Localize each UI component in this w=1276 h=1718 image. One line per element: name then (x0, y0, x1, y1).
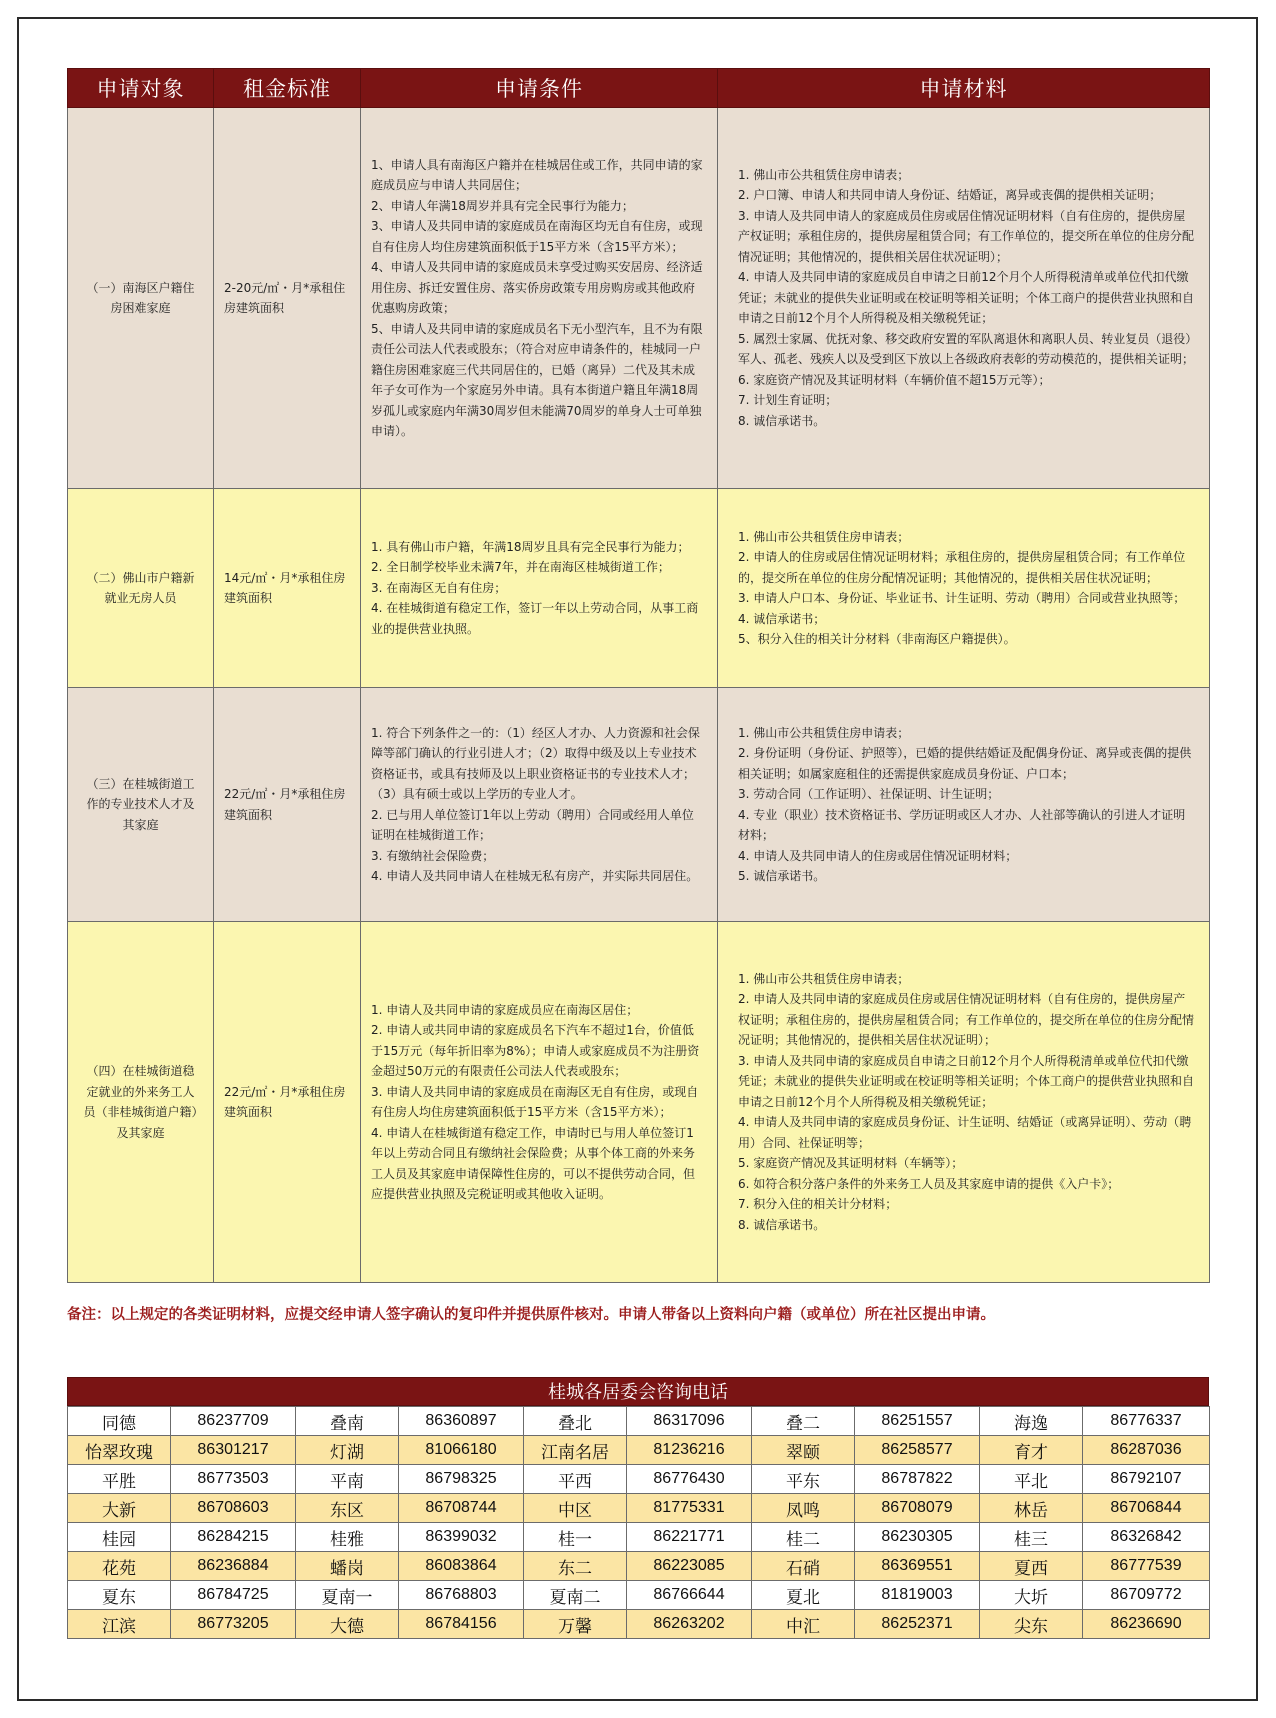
applicant-object: （四）在桂城街道稳定就业的外来务工人员（非桂城街道户籍）及其家庭 (68, 922, 214, 1283)
condition-item: 4、申请人及共同申请的家庭成员未享受过购买安居房、经济适用住房、拆迁安置住房、落实侨房政策专用房购房或其他政府优惠购房政策； (371, 260, 703, 315)
committee-name: 翠颐 (752, 1436, 855, 1465)
rent-standard: 2-20元/㎡・月*承租住房建筑面积 (214, 108, 361, 489)
phone-number: 86251557 (855, 1407, 980, 1436)
phone-number: 86252371 (855, 1610, 980, 1639)
remark-note: 备注：以上规定的各类证明材料，应提交经申请人签字确认的复印件并提供原件核对。申请人带备以上资料向户籍（或单位）所在社区提出申请。 (67, 1307, 995, 1323)
materials-cell (718, 688, 1210, 922)
material-item: 7. 积分入住的相关计分材料； (738, 1197, 898, 1212)
committee-name: 育才 (980, 1436, 1083, 1465)
table-row (68, 108, 1210, 489)
material-item: 5. 属烈士家属、优抚对象、移交政府安置的军队离退休和离职人员、转业复员（退役）军人、孤老、残疾人以及受到区下放以上各级政府表彰的劳动模范的，提供相关证明； (738, 331, 1195, 367)
material-item: 5、积分入住的相关计分材料（非南海区户籍提供）。 (738, 632, 1016, 646)
phone-row (68, 1523, 1210, 1552)
material-item: 7. 计划生育证明； (738, 393, 838, 408)
committee-name: 夏南二 (524, 1581, 627, 1610)
committee-name: 同德 (68, 1407, 171, 1436)
phone-number: 86706844 (1083, 1494, 1210, 1523)
committee-name: 大圻 (980, 1581, 1083, 1610)
condition-item: 1. 申请人及共同申请的家庭成员应在南海区居住； (371, 1002, 639, 1017)
applicant-object: （一）南海区户籍住房困难家庭 (68, 108, 214, 489)
condition-item: 4. 申请人在桂城街道有稳定工作，申请时已与用人单位签订1年以上劳动合同且有缴纳社会保险费；从事个体工商的外来务工人员及其家庭申请保障性住房的，可以不提供劳动合同，但应提供营业执照及完税证明或其他收入证明。 (371, 1125, 696, 1201)
condition-item: 2. 申请人或共同申请的家庭成员名下汽车不超过1台，价值低于15万元（每年折旧率为8%）；申请人或家庭成员不为注册资金超过50万元的有限责任公司法人代表或股东； (371, 1023, 700, 1078)
phone-number: 86399032 (399, 1523, 524, 1552)
committee-name: 叠南 (296, 1407, 399, 1436)
table-row (68, 688, 1210, 922)
condition-item: 3. 申请人及共同申请的家庭成员在南海区无自有住房，或现自有住房人均住房建筑面积低于15平方米（含15平方米）； (371, 1084, 699, 1119)
material-item: 5. 家庭资产情况及其证明材料（车辆等）； (738, 1156, 964, 1171)
committee-name: 蟠岗 (296, 1552, 399, 1581)
committee-name: 桂雅 (296, 1523, 399, 1552)
conditions-cell (361, 489, 718, 688)
phone-row (68, 1581, 1210, 1610)
phone-row (68, 1465, 1210, 1494)
committee-name: 怡翠玫瑰 (68, 1436, 171, 1465)
phone-row (68, 1494, 1210, 1523)
phone-number: 86258577 (855, 1436, 980, 1465)
committee-name: 花苑 (68, 1552, 171, 1581)
phone-number: 86230305 (855, 1523, 980, 1552)
material-item: 6. 如符合积分落户条件的外来务工人员及其家庭申请的提供《入户卡》； (738, 1176, 1120, 1191)
condition-item: 1. 具有佛山市户籍，年满18周岁且具有完全民事行为能力； (371, 539, 690, 554)
phone-number: 86708079 (855, 1494, 980, 1523)
committee-name: 桂园 (68, 1523, 171, 1552)
material-item: 1. 佛山市公共租赁住房申请表； (738, 725, 910, 740)
phone-number: 86317096 (627, 1407, 752, 1436)
committee-name: 尖东 (980, 1610, 1083, 1639)
committee-name: 海逸 (980, 1407, 1083, 1436)
committee-name: 石硝 (752, 1552, 855, 1581)
condition-item: 3. 在南海区无自有住房； (371, 580, 507, 595)
header-conditions: 申请条件 (361, 69, 718, 108)
condition-item: 2. 全日制学校毕业未满7年，并在南海区桂城街道工作； (371, 560, 670, 575)
phone-number: 86766644 (627, 1581, 752, 1610)
condition-item: 3. 有缴纳社会保险费； (371, 848, 495, 863)
phone-number: 86708603 (171, 1494, 296, 1523)
conditions-cell (361, 108, 718, 489)
phone-number: 86776430 (627, 1465, 752, 1494)
condition-item: 1、申请人具有南海区户籍并在桂城居住或工作，共同申请的家庭成员应与申请人共同居住； (371, 157, 703, 192)
condition-item: 4. 在桂城街道有稳定工作，签订一年以上劳动合同，从事工商业的提供营业执照。 (371, 601, 699, 636)
committee-name: 江南名居 (524, 1436, 627, 1465)
material-item: 2. 申请人的住房或居住情况证明材料；承租住房的，提供房屋租赁合同；有工作单位的，提交所在单位的住房分配情况证明；其他情况的，提供相关居住状况证明； (738, 550, 1186, 585)
committee-name: 灯湖 (296, 1436, 399, 1465)
committee-name: 叠北 (524, 1407, 627, 1436)
committee-name: 江滨 (68, 1610, 171, 1639)
header-object: 申请对象 (68, 69, 214, 108)
phone-number: 86777539 (1083, 1552, 1210, 1581)
phone-number: 86773205 (171, 1610, 296, 1639)
committee-name: 夏西 (980, 1552, 1083, 1581)
table-header-row (68, 69, 1210, 108)
phone-row (68, 1407, 1210, 1436)
material-item: 3. 申请人及共同申请的家庭成员自申请之日前12个月个人所得税清单或单位代扣代缴凭证；未就业的提供失业证明或在校证明等相关证明；个体工商户的提供营业执照和自申请之日前12个月个人所得税及相关缴税凭证； (738, 1053, 1195, 1109)
phone-table (67, 1406, 1210, 1639)
phone-number: 86236690 (1083, 1610, 1210, 1639)
phone-number: 86284215 (171, 1523, 296, 1552)
phone-number: 86083864 (399, 1552, 524, 1581)
committee-name: 夏北 (752, 1581, 855, 1610)
material-item: 1. 佛山市公共租赁住房申请表； (738, 971, 910, 986)
header-rent: 租金标准 (214, 69, 361, 108)
committee-name: 林岳 (980, 1494, 1083, 1523)
phone-number: 81236216 (627, 1436, 752, 1465)
application-table (67, 68, 1210, 1283)
materials-cell (718, 922, 1210, 1283)
phone-number: 86301217 (171, 1436, 296, 1465)
phone-number: 86776337 (1083, 1407, 1210, 1436)
conditions-cell (361, 688, 718, 922)
phone-number: 86263202 (627, 1610, 752, 1639)
phone-number: 86287036 (1083, 1436, 1210, 1465)
phone-number: 81066180 (399, 1436, 524, 1465)
rent-standard: 14元/㎡・月*承租住房建筑面积 (214, 489, 361, 688)
committee-name: 平西 (524, 1465, 627, 1494)
material-item: 4. 申请人及共同申请人的住房或居住情况证明材料； (738, 848, 1018, 863)
material-item: 6. 家庭资产情况及其证明材料（车辆价值不超15万元等）； (738, 372, 1051, 387)
phone-number: 86787822 (855, 1465, 980, 1494)
committee-name: 桂三 (980, 1523, 1083, 1552)
committee-name: 叠二 (752, 1407, 855, 1436)
material-item: 1. 佛山市公共租赁住房申请表； (738, 529, 910, 544)
material-item: 1. 佛山市公共租赁住房申请表； (738, 167, 910, 182)
material-item: 8. 诚信承诺书。 (738, 1217, 826, 1232)
phone-number: 86221771 (627, 1523, 752, 1552)
material-item: 3. 申请人户口本、身份证、毕业证书、计生证明、劳动（聘用）合同或营业执照等； (738, 591, 1186, 605)
materials-cell (718, 489, 1210, 688)
condition-item: 2. 已与用人单位签订1年以上劳动（聘用）合同或经用人单位证明在桂城街道工作； (371, 807, 694, 842)
committee-name: 夏东 (68, 1581, 171, 1610)
phone-number: 86360897 (399, 1407, 524, 1436)
material-item: 4. 申请人及共同申请的家庭成员自申请之日前12个月个人所得税清单或单位代扣代缴凭证；未就业的提供失业证明或在校证明等相关证明；个体工商户的提供营业执照和自申请之日前12个月个人所得税及相关缴税凭证； (738, 270, 1195, 326)
phone-number: 86784156 (399, 1610, 524, 1639)
committee-name: 凤鸣 (752, 1494, 855, 1523)
phone-number: 86773503 (171, 1465, 296, 1494)
committee-name: 大新 (68, 1494, 171, 1523)
phone-row (68, 1552, 1210, 1581)
phone-number: 86369551 (855, 1552, 980, 1581)
phone-number: 86784725 (171, 1581, 296, 1610)
material-item: 8. 诚信承诺书。 (738, 413, 826, 428)
applicant-object: （二）佛山市户籍新就业无房人员 (68, 489, 214, 688)
committee-name: 中区 (524, 1494, 627, 1523)
table-row (68, 922, 1210, 1283)
phone-number: 86792107 (1083, 1465, 1210, 1494)
phone-number: 86237709 (171, 1407, 296, 1436)
rent-standard: 22元/㎡・月*承租住房建筑面积 (214, 922, 361, 1283)
phone-number: 81775331 (627, 1494, 752, 1523)
material-item: 2. 申请人及共同申请的家庭成员住房或居住情况证明材料（自有住房的，提供房屋产权证明；承租住房的，提供房屋租赁合同；有工作单位的，提交所在单位的住房分配情况证明；其他情况的，提供相关居住状况证明）； (738, 992, 1195, 1048)
committee-name: 平东 (752, 1465, 855, 1494)
phone-number: 81819003 (855, 1581, 980, 1610)
committee-name: 平北 (980, 1465, 1083, 1494)
committee-name: 平南 (296, 1465, 399, 1494)
committee-name: 平胜 (68, 1465, 171, 1494)
material-item: 3. 申请人及共同申请人的家庭成员住房或居住情况证明材料（自有住房的，提供房屋产权证明；承租住房的，提供房屋租赁合同；有工作单位的，提交所在单位的住房分配情况证明；其他情况的，提供相关居住状况证明）； (738, 208, 1195, 264)
committee-name: 桂一 (524, 1523, 627, 1552)
phone-table-title: 桂城各居委会咨询电话 (67, 1377, 1209, 1406)
material-item: 5. 诚信承诺书。 (738, 869, 826, 883)
table-row (68, 489, 1210, 688)
material-item: 4. 专业（职业）技术资格证书、学历证明或区人才办、人社部等确认的引进人才证明材料； (738, 807, 1186, 842)
conditions-cell (361, 922, 718, 1283)
phone-number: 86326842 (1083, 1523, 1210, 1552)
committee-name: 夏南一 (296, 1581, 399, 1610)
material-item: 2. 身份证明（身份证、护照等），已婚的提供结婚证及配偶身份证、离异或丧偶的提供相关证明；如属家庭租住的还需提供家庭成员身份证、户口本； (738, 746, 1192, 781)
committee-name: 大德 (296, 1610, 399, 1639)
committee-name: 桂二 (752, 1523, 855, 1552)
material-item: 4. 诚信承诺书； (738, 611, 826, 626)
phone-number: 86236884 (171, 1552, 296, 1581)
phone-number: 86708744 (399, 1494, 524, 1523)
material-item: 4. 申请人及共同申请的家庭成员身份证、计生证明、结婚证（或离异证明）、劳动（聘用）合同、社保证明等； (738, 1115, 1192, 1150)
committee-name: 东区 (296, 1494, 399, 1523)
phone-number: 86223085 (627, 1552, 752, 1581)
material-item: 2. 户口簿、申请人和共同申请人身份证、结婚证，离异或丧偶的提供相关证明； (738, 188, 1162, 203)
condition-item: 3、申请人及共同申请的家庭成员在南海区均无自有住房，或现自有住房人均住房建筑面积低于15平方米（含15平方米）； (371, 219, 703, 254)
condition-item: 4. 申请人及共同申请人在桂城无私有房产，并实际共同居住。 (371, 869, 699, 883)
phone-number: 86798325 (399, 1465, 524, 1494)
phone-number: 86768803 (399, 1581, 524, 1610)
applicant-object: （三）在桂城街道工作的专业技术人才及其家庭 (68, 688, 214, 922)
phone-row (68, 1436, 1210, 1465)
phone-number: 86709772 (1083, 1581, 1210, 1610)
committee-name: 万馨 (524, 1610, 627, 1639)
rent-standard: 22元/㎡・月*承租住房建筑面积 (214, 688, 361, 922)
committee-name: 东二 (524, 1552, 627, 1581)
condition-item: 1. 符合下列条件之一的：（1）经区人才办、人力资源和社会保障等部门确认的行业引进人才；（2）取得中级及以上专业技术资格证书，或具有技师及以上职业资格证书的专业技术人才；（3）具有硕士或以上学历的专业人才。 (371, 725, 700, 801)
materials-cell (718, 108, 1210, 489)
condition-item: 5、申请人及共同申请的家庭成员名下无小型汽车，且不为有限责任公司法人代表或股东；（符合对应申请条件的，桂城同一户籍住房困难家庭三代共同居住的，已婚（离异）二代及其未成年子女可作为一个家庭另外申请。具有本街道户籍且年满18周岁孤儿或家庭内年满30周岁但未能满70周岁的单身人士可单独申请）。 (371, 321, 703, 438)
committee-name: 中汇 (752, 1610, 855, 1639)
condition-item: 2、申请人年满18周岁并具有完全民事行为能力； (371, 198, 634, 213)
phone-row (68, 1610, 1210, 1639)
material-item: 3. 劳动合同（工作证明）、社保证明、计生证明； (738, 787, 1000, 801)
header-materials: 申请材料 (718, 69, 1210, 108)
